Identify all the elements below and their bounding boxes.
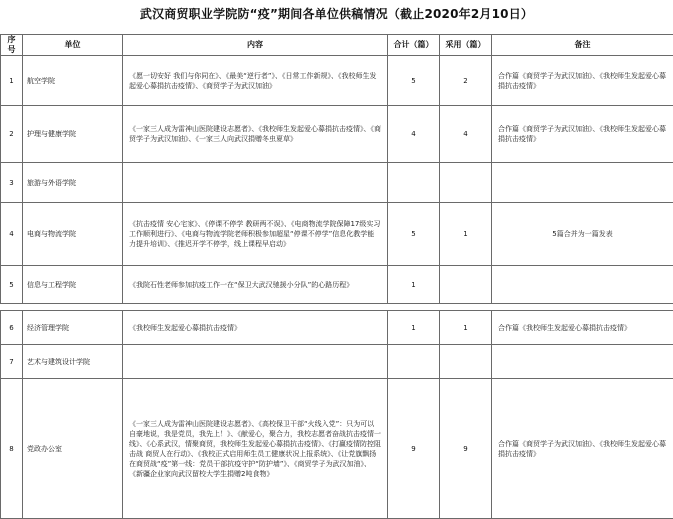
row-content: 《我校师生发起爱心募捐抗击疫情》 <box>123 311 388 345</box>
table-row <box>1 345 673 379</box>
row-no: 6 <box>1 311 23 345</box>
row-no: 2 <box>1 106 23 163</box>
row-adopted: 4 <box>440 106 492 163</box>
row-total <box>388 163 440 203</box>
row-unit: 电商与物流学院 <box>23 203 123 266</box>
page-title: 武汉商贸职业学院防“疫”期间各单位供稿情况（截止2020年2月10日） <box>0 5 673 22</box>
row-remark <box>492 345 673 379</box>
row-adopted: 2 <box>440 56 492 106</box>
row-content <box>123 163 388 203</box>
row-unit: 信息与工程学院 <box>23 266 123 304</box>
row-content: 《愿一切安好 我们与你同在》、《最美“逆行者”》、《日常工作新规》、《我校师生发起爱心募捐抗击疫情》、《商贸学子为武汉加油》 <box>123 56 388 106</box>
row-total: 4 <box>388 106 440 163</box>
table-row <box>1 266 673 304</box>
table-row <box>1 163 673 203</box>
row-total: 5 <box>388 56 440 106</box>
row-no: 5 <box>1 266 23 304</box>
row-gap <box>1 304 673 311</box>
row-total: 1 <box>388 266 440 304</box>
row-remark: 合作篇《商贸学子为武汉加油》、《我校师生发起爱心募捐抗击疫情》 <box>492 379 673 519</box>
row-total <box>388 345 440 379</box>
row-adopted: 1 <box>440 311 492 345</box>
row-unit: 党政办公室 <box>23 379 123 519</box>
row-total: 9 <box>388 379 440 519</box>
row-content: 《一家三人成为雷神山医院建设志愿者》、《高校保卫干部“火线入党”：只为可以自豪地说，我是党员，我先上！》、《献爱心，聚合力，我校志愿者奋战抗击疫情一线》、《心系武汉，情聚商贸，我校师生发起爱心募捐抗击疫情》、《打赢疫情防控阻击战 商贸人在行动》、《我校正式启用师生员工健康状况上报系统》、《让党旗飘扬在商贸战“疫”第一线：党员干部抗疫守护“防护墙”》、《商贸学子为武汉加油》、《新疆企业家向武汉留校大学生捐赠2吨食物》 <box>123 379 388 519</box>
row-total: 1 <box>388 311 440 345</box>
header-no: 序号 <box>1 35 23 56</box>
row-remark: 合作篇《商贸学子为武汉加油》、《我校师生发起爱心募捐抗击疫情》 <box>492 56 673 106</box>
row-remark: 5篇合并为一篇发表 <box>492 203 673 266</box>
row-no: 7 <box>1 345 23 379</box>
row-unit: 护理与健康学院 <box>23 106 123 163</box>
row-total: 5 <box>388 203 440 266</box>
row-remark: 合作篇《我校师生发起爱心募捐抗击疫情》 <box>492 311 673 345</box>
row-adopted <box>440 163 492 203</box>
row-adopted <box>440 345 492 379</box>
row-remark <box>492 163 673 203</box>
header-adopted: 采用（篇） <box>440 35 492 56</box>
header-unit: 单位 <box>23 35 123 56</box>
row-content <box>123 345 388 379</box>
row-adopted: 9 <box>440 379 492 519</box>
row-no: 8 <box>1 379 23 519</box>
table-row <box>1 311 673 345</box>
row-content: 《我院石性老师参加抗疫工作一在“保卫大武汉驰援小分队”的心路历程》 <box>123 266 388 304</box>
row-no: 3 <box>1 163 23 203</box>
row-adopted: 1 <box>440 203 492 266</box>
header-total: 合计（篇） <box>388 35 440 56</box>
row-no: 4 <box>1 203 23 266</box>
row-content: 《抗击疫情 安心宅家》、《停课不停学 教研两不误》、《电商物流学院保障17级实习工作顺利进行》、《电商与物流学院老师积极参加超星“停课不停学”信息化教学能力提升培训》、《推迟开学不停学，线上课程早启动》 <box>123 203 388 266</box>
table-row <box>1 106 673 163</box>
row-no: 1 <box>1 56 23 106</box>
header-remark: 备注 <box>492 35 673 56</box>
row-unit: 艺术与建筑设计学院 <box>23 345 123 379</box>
row-remark: 合作篇《商贸学子为武汉加油》、《我校师生发起爱心募捐抗击疫情》 <box>492 106 673 163</box>
row-content: 《一家三人成为雷神山医院建设志愿者》、《我校师生发起爱心募捐抗击疫情》、《商贸学子为武汉加油》、《一家三人向武汉捐赠冬虫夏草》 <box>123 106 388 163</box>
table-row <box>1 203 673 266</box>
table-row <box>1 56 673 106</box>
header-row <box>1 35 673 56</box>
header-content: 内容 <box>123 35 388 56</box>
row-unit: 旅游与外语学院 <box>23 163 123 203</box>
table-row <box>1 379 673 519</box>
submission-table <box>0 34 673 519</box>
row-unit: 航空学院 <box>23 56 123 106</box>
row-remark <box>492 266 673 304</box>
row-adopted <box>440 266 492 304</box>
row-unit: 经济管理学院 <box>23 311 123 345</box>
